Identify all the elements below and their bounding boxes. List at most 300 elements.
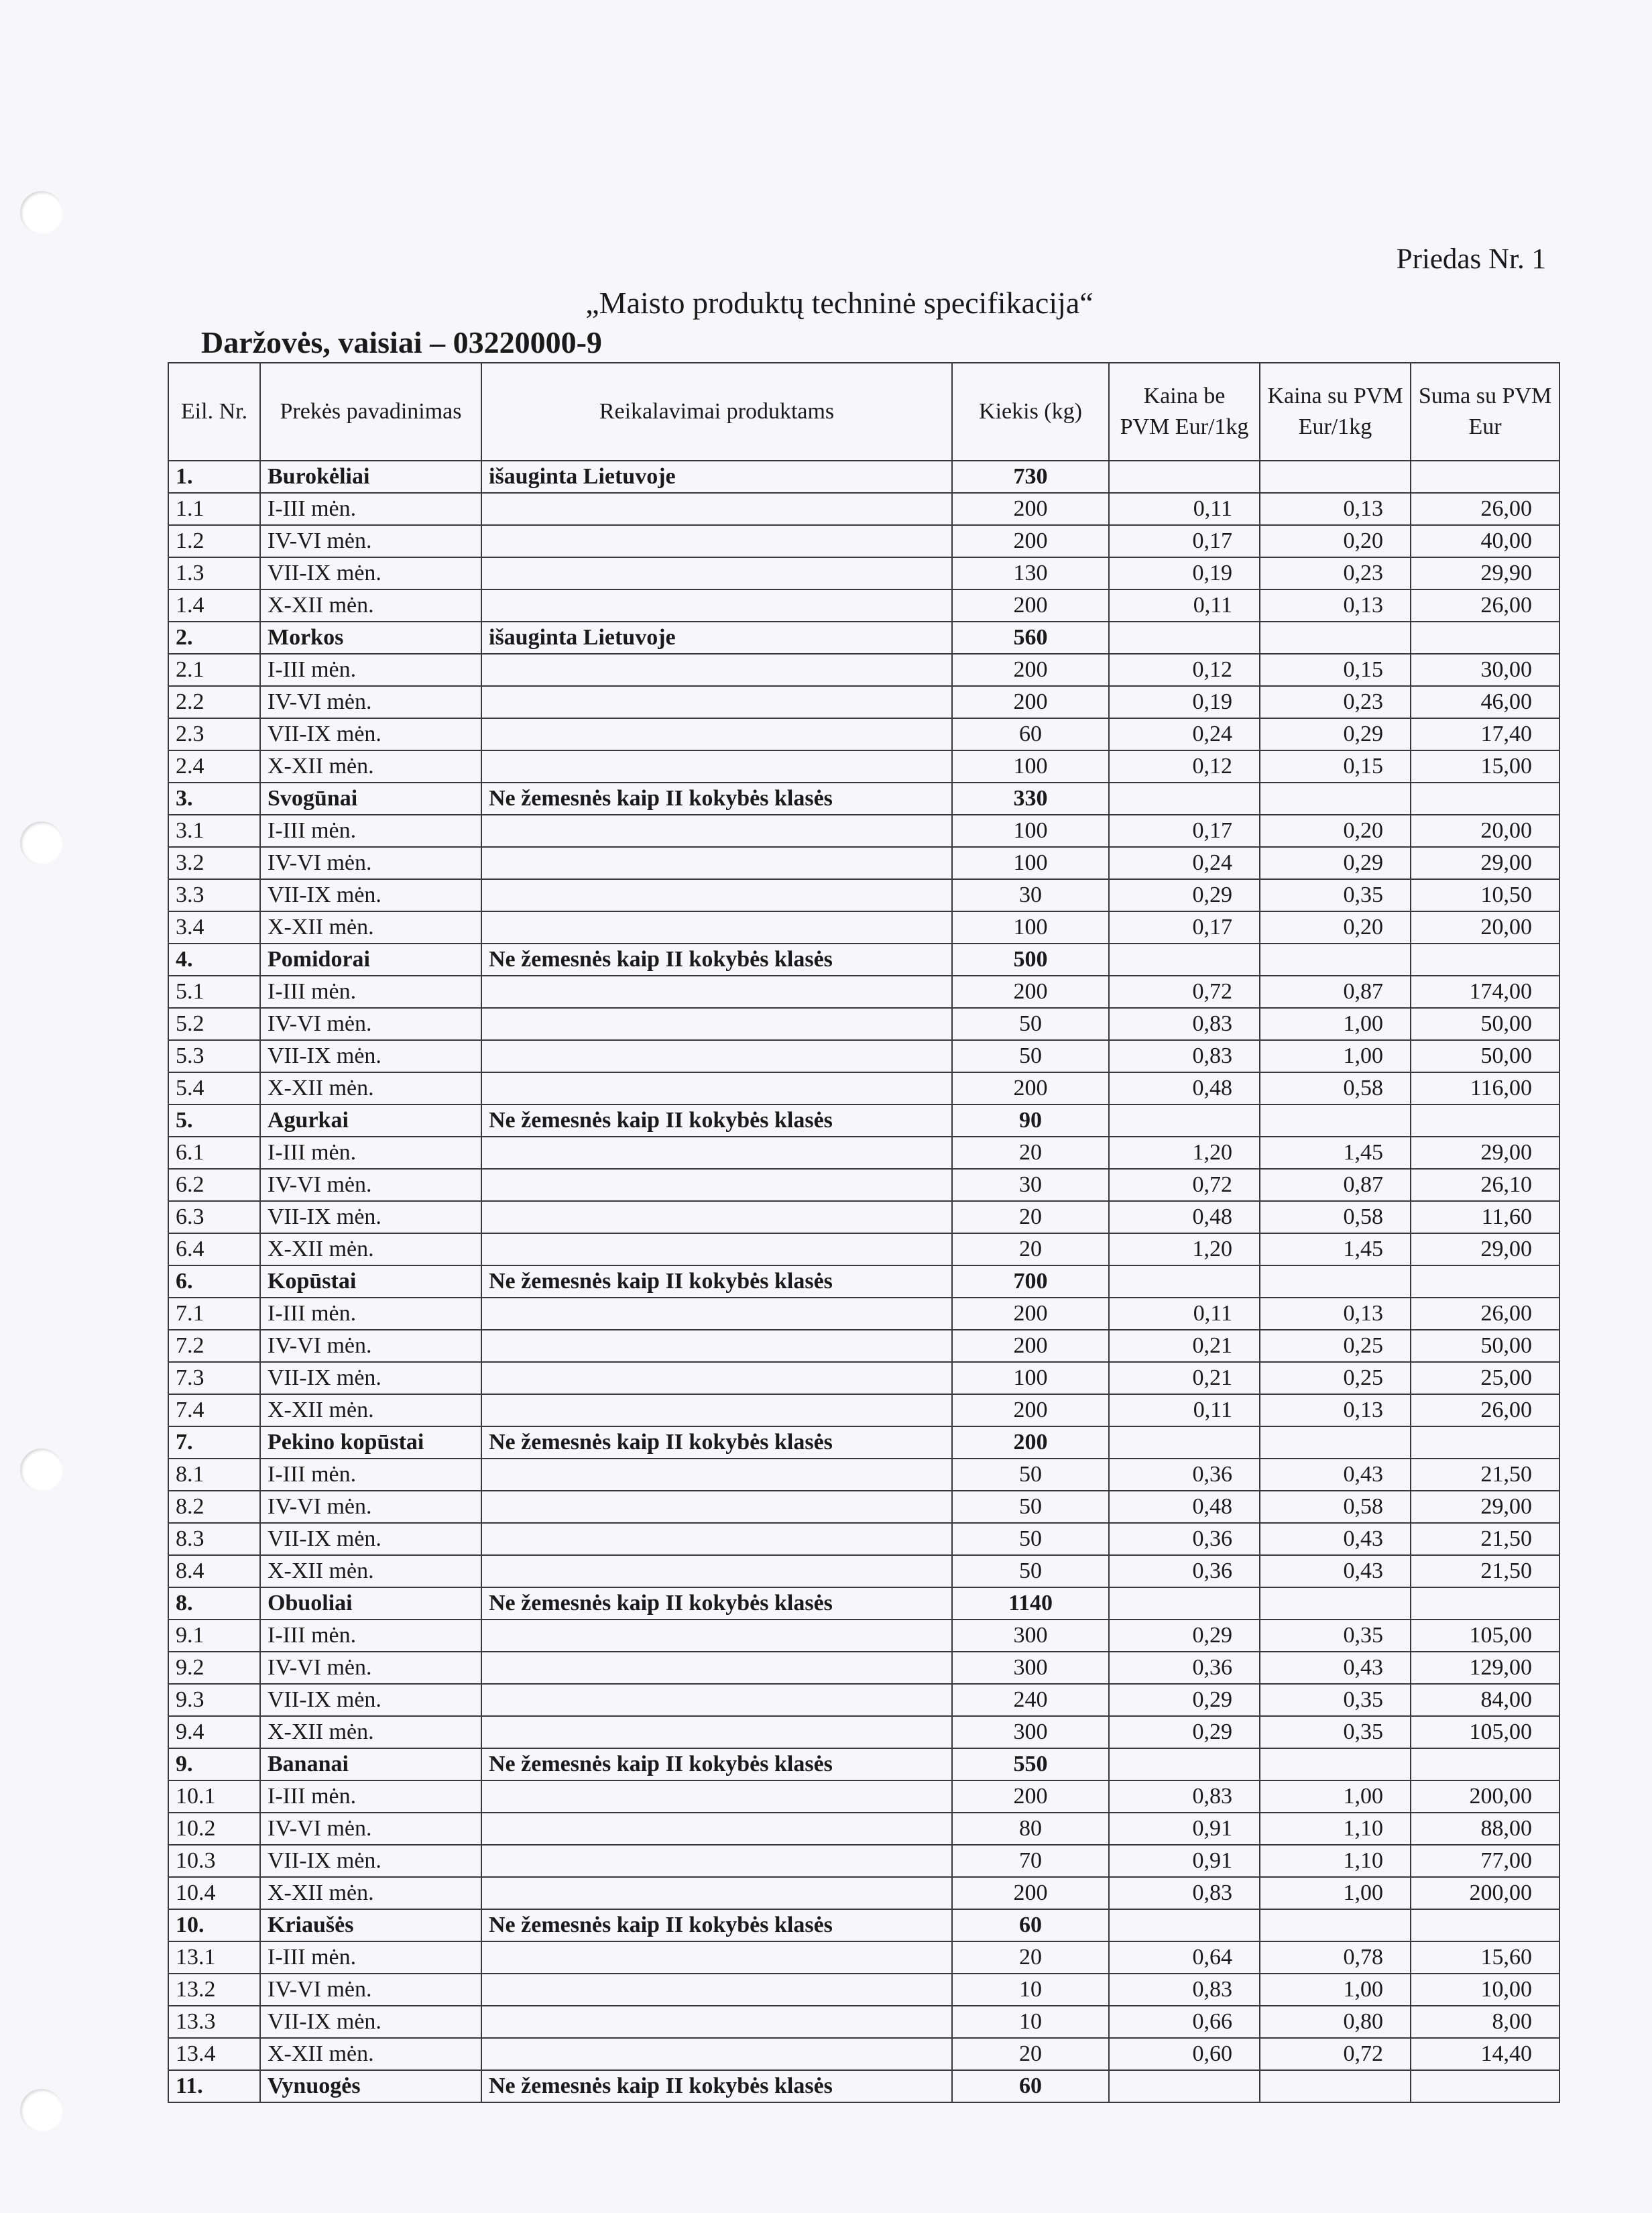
total-incl-vat [1411, 1587, 1559, 1620]
row-number: 8.3 [168, 1523, 260, 1555]
total-incl-vat: 88,00 [1411, 1813, 1559, 1845]
total-incl-vat: 14,40 [1411, 2038, 1559, 2070]
product-requirements [481, 1684, 952, 1716]
quantity-kg: 200 [952, 1426, 1109, 1459]
total-incl-vat [1411, 1426, 1559, 1459]
price-incl-vat: 0,29 [1260, 847, 1411, 879]
product-name: I-III mėn. [260, 654, 481, 686]
product-requirements [481, 1652, 952, 1684]
product-name: Obuoliai [260, 1587, 481, 1620]
column-header: Suma su PVM Eur [1411, 363, 1559, 461]
total-incl-vat: 200,00 [1411, 1877, 1559, 1909]
total-incl-vat [1411, 2070, 1559, 2102]
total-incl-vat: 10,00 [1411, 1974, 1559, 2006]
product-requirements [481, 1137, 952, 1169]
row-number: 7.2 [168, 1330, 260, 1362]
price-incl-vat: 0,35 [1260, 1716, 1411, 1748]
product-requirements: Ne žemesnės kaip II kokybės klasės [481, 1748, 952, 1780]
table-row [168, 1555, 1559, 1587]
price-incl-vat: 0,35 [1260, 1620, 1411, 1652]
price-excl-vat: 1,20 [1109, 1137, 1260, 1169]
total-incl-vat: 200,00 [1411, 1780, 1559, 1813]
total-incl-vat: 20,00 [1411, 815, 1559, 847]
price-incl-vat: 0,15 [1260, 654, 1411, 686]
price-incl-vat [1260, 783, 1411, 815]
row-number: 7.4 [168, 1394, 260, 1426]
product-requirements: Ne žemesnės kaip II kokybės klasės [481, 1587, 952, 1620]
product-name: VII-IX mėn. [260, 718, 481, 750]
table-row [168, 1169, 1559, 1201]
product-name: Pomidorai [260, 944, 481, 976]
product-requirements [481, 1716, 952, 1748]
quantity-kg: 20 [952, 1941, 1109, 1974]
table-header-row [168, 363, 1559, 461]
price-excl-vat: 0,91 [1109, 1845, 1260, 1877]
row-number: 13.4 [168, 2038, 260, 2070]
quantity-kg: 130 [952, 557, 1109, 589]
quantity-kg: 200 [952, 1394, 1109, 1426]
row-number: 6.2 [168, 1169, 260, 1201]
row-number: 1.3 [168, 557, 260, 589]
price-excl-vat: 0,64 [1109, 1941, 1260, 1974]
total-incl-vat: 174,00 [1411, 976, 1559, 1008]
price-incl-vat [1260, 1587, 1411, 1620]
price-excl-vat [1109, 944, 1260, 976]
product-name: I-III mėn. [260, 1298, 481, 1330]
row-number: 8. [168, 1587, 260, 1620]
column-header: Prekės pavadinimas [260, 363, 481, 461]
product-requirements [481, 1169, 952, 1201]
row-number: 8.1 [168, 1459, 260, 1491]
price-incl-vat: 1,10 [1260, 1813, 1411, 1845]
product-name: I-III mėn. [260, 1620, 481, 1652]
product-name: IV-VI mėn. [260, 1169, 481, 1201]
quantity-kg: 700 [952, 1265, 1109, 1298]
price-excl-vat: 0,21 [1109, 1362, 1260, 1394]
product-requirements [481, 1845, 952, 1877]
price-incl-vat: 0,13 [1260, 493, 1411, 525]
quantity-kg: 1140 [952, 1587, 1109, 1620]
product-name: IV-VI mėn. [260, 1974, 481, 2006]
quantity-kg: 50 [952, 1040, 1109, 1072]
quantity-kg: 60 [952, 1909, 1109, 1941]
product-requirements [481, 1491, 952, 1523]
product-requirements: Ne žemesnės kaip II kokybės klasės [481, 1104, 952, 1137]
quantity-kg: 200 [952, 1072, 1109, 1104]
row-number: 3.4 [168, 911, 260, 944]
table-row [168, 750, 1559, 783]
quantity-kg: 100 [952, 815, 1109, 847]
table-row [168, 1974, 1559, 2006]
product-requirements [481, 1362, 952, 1394]
product-requirements: Ne žemesnės kaip II kokybės klasės [481, 1426, 952, 1459]
table-row [168, 1877, 1559, 1909]
price-incl-vat: 0,80 [1260, 2006, 1411, 2038]
product-requirements [481, 1298, 952, 1330]
total-incl-vat: 50,00 [1411, 1040, 1559, 1072]
product-requirements [481, 1974, 952, 2006]
table-row [168, 815, 1559, 847]
price-excl-vat: 0,83 [1109, 1780, 1260, 1813]
price-incl-vat: 1,00 [1260, 1877, 1411, 1909]
price-incl-vat: 0,13 [1260, 1298, 1411, 1330]
total-incl-vat: 29,00 [1411, 847, 1559, 879]
price-incl-vat: 0,43 [1260, 1459, 1411, 1491]
total-incl-vat: 8,00 [1411, 2006, 1559, 2038]
table-row [168, 718, 1559, 750]
punch-hole-1 [20, 191, 63, 234]
row-number: 5.2 [168, 1008, 260, 1040]
quantity-kg: 50 [952, 1555, 1109, 1587]
table-row [168, 1652, 1559, 1684]
product-requirements [481, 1394, 952, 1426]
total-incl-vat: 105,00 [1411, 1716, 1559, 1748]
table-row [168, 911, 1559, 944]
quantity-kg: 300 [952, 1716, 1109, 1748]
product-requirements [481, 718, 952, 750]
product-name: VII-IX mėn. [260, 879, 481, 911]
price-excl-vat: 0,83 [1109, 1040, 1260, 1072]
product-name: VII-IX mėn. [260, 1362, 481, 1394]
total-incl-vat [1411, 1265, 1559, 1298]
product-name: IV-VI mėn. [260, 847, 481, 879]
price-incl-vat: 0,25 [1260, 1362, 1411, 1394]
row-number: 3.3 [168, 879, 260, 911]
row-number: 6.1 [168, 1137, 260, 1169]
price-incl-vat: 0,43 [1260, 1555, 1411, 1587]
product-name: I-III mėn. [260, 976, 481, 1008]
price-excl-vat: 0,83 [1109, 1877, 1260, 1909]
table-row-product-group [168, 2070, 1559, 2102]
row-number: 1.4 [168, 589, 260, 622]
product-requirements [481, 1233, 952, 1265]
total-incl-vat: 26,00 [1411, 589, 1559, 622]
product-name: I-III mėn. [260, 1780, 481, 1813]
row-number: 9.4 [168, 1716, 260, 1748]
price-excl-vat: 0,11 [1109, 1394, 1260, 1426]
price-excl-vat: 0,17 [1109, 911, 1260, 944]
product-requirements [481, 686, 952, 718]
price-excl-vat: 1,20 [1109, 1233, 1260, 1265]
product-name: I-III mėn. [260, 815, 481, 847]
total-incl-vat [1411, 461, 1559, 493]
quantity-kg: 200 [952, 525, 1109, 557]
price-incl-vat: 1,45 [1260, 1137, 1411, 1169]
quantity-kg: 20 [952, 1201, 1109, 1233]
quantity-kg: 30 [952, 1169, 1109, 1201]
product-name: X-XII mėn. [260, 589, 481, 622]
price-excl-vat: 0,36 [1109, 1523, 1260, 1555]
product-name: Kopūstai [260, 1265, 481, 1298]
price-excl-vat [1109, 783, 1260, 815]
price-incl-vat: 0,29 [1260, 718, 1411, 750]
price-incl-vat: 0,43 [1260, 1523, 1411, 1555]
quantity-kg: 20 [952, 1233, 1109, 1265]
quantity-kg: 200 [952, 1298, 1109, 1330]
product-name: Svogūnai [260, 783, 481, 815]
price-incl-vat: 1,45 [1260, 1233, 1411, 1265]
product-requirements: Ne žemesnės kaip II kokybės klasės [481, 1909, 952, 1941]
row-number: 6.3 [168, 1201, 260, 1233]
price-incl-vat [1260, 1104, 1411, 1137]
product-name: Pekino kopūstai [260, 1426, 481, 1459]
price-excl-vat [1109, 622, 1260, 654]
product-requirements [481, 1620, 952, 1652]
table-row [168, 2006, 1559, 2038]
quantity-kg: 300 [952, 1652, 1109, 1684]
row-number: 9.3 [168, 1684, 260, 1716]
table-row-product-group [168, 622, 1559, 654]
quantity-kg: 50 [952, 1459, 1109, 1491]
total-incl-vat: 29,00 [1411, 1137, 1559, 1169]
price-incl-vat [1260, 2070, 1411, 2102]
product-requirements: išauginta Lietuvoje [481, 622, 952, 654]
row-number: 2.3 [168, 718, 260, 750]
product-requirements [481, 1523, 952, 1555]
quantity-kg: 330 [952, 783, 1109, 815]
product-name: X-XII mėn. [260, 1716, 481, 1748]
price-incl-vat: 0,72 [1260, 2038, 1411, 2070]
total-incl-vat [1411, 944, 1559, 976]
row-number: 4. [168, 944, 260, 976]
quantity-kg: 50 [952, 1491, 1109, 1523]
total-incl-vat: 11,60 [1411, 1201, 1559, 1233]
row-number: 9.1 [168, 1620, 260, 1652]
table-row [168, 1684, 1559, 1716]
row-number: 7.3 [168, 1362, 260, 1394]
table-row-product-group [168, 944, 1559, 976]
price-incl-vat: 0,13 [1260, 589, 1411, 622]
product-name: X-XII mėn. [260, 1555, 481, 1587]
row-number: 13.1 [168, 1941, 260, 1974]
quantity-kg: 200 [952, 493, 1109, 525]
table-row [168, 525, 1559, 557]
quantity-kg: 20 [952, 1137, 1109, 1169]
total-incl-vat: 26,00 [1411, 1394, 1559, 1426]
table-row-product-group [168, 783, 1559, 815]
product-requirements [481, 2006, 952, 2038]
product-requirements [481, 1459, 952, 1491]
table-row [168, 1813, 1559, 1845]
price-incl-vat [1260, 1265, 1411, 1298]
price-incl-vat: 0,78 [1260, 1941, 1411, 1974]
column-header: Kiekis (kg) [952, 363, 1109, 461]
row-number: 1.1 [168, 493, 260, 525]
price-excl-vat: 0,36 [1109, 1652, 1260, 1684]
price-excl-vat: 0,12 [1109, 750, 1260, 783]
total-incl-vat: 30,00 [1411, 654, 1559, 686]
table-body [168, 461, 1559, 2102]
price-excl-vat: 0,66 [1109, 2006, 1260, 2038]
product-name: X-XII mėn. [260, 1877, 481, 1909]
price-incl-vat [1260, 1909, 1411, 1941]
punch-hole-4 [20, 2089, 63, 2132]
product-name: Agurkai [260, 1104, 481, 1137]
product-requirements [481, 879, 952, 911]
row-number: 10.1 [168, 1780, 260, 1813]
price-incl-vat [1260, 1426, 1411, 1459]
price-incl-vat [1260, 461, 1411, 493]
quantity-kg: 200 [952, 1877, 1109, 1909]
price-excl-vat: 0,11 [1109, 589, 1260, 622]
price-incl-vat: 0,25 [1260, 1330, 1411, 1362]
price-incl-vat: 0,35 [1260, 879, 1411, 911]
row-number: 5. [168, 1104, 260, 1137]
product-requirements [481, 1780, 952, 1813]
quantity-kg: 100 [952, 1362, 1109, 1394]
row-number: 3.2 [168, 847, 260, 879]
quantity-kg: 60 [952, 2070, 1109, 2102]
price-incl-vat: 0,20 [1260, 911, 1411, 944]
row-number: 8.4 [168, 1555, 260, 1587]
table-row [168, 1491, 1559, 1523]
product-name: VII-IX mėn. [260, 1201, 481, 1233]
row-number: 13.3 [168, 2006, 260, 2038]
punch-hole-2 [20, 821, 63, 864]
price-excl-vat: 0,24 [1109, 847, 1260, 879]
product-requirements [481, 525, 952, 557]
total-incl-vat [1411, 622, 1559, 654]
quantity-kg: 100 [952, 911, 1109, 944]
product-requirements [481, 1330, 952, 1362]
product-requirements [481, 1008, 952, 1040]
price-incl-vat: 0,87 [1260, 1169, 1411, 1201]
quantity-kg: 200 [952, 589, 1109, 622]
product-requirements: Ne žemesnės kaip II kokybės klasės [481, 783, 952, 815]
product-name: VII-IX mėn. [260, 1845, 481, 1877]
quantity-kg: 50 [952, 1008, 1109, 1040]
product-name: Morkos [260, 622, 481, 654]
product-name: VII-IX mėn. [260, 1523, 481, 1555]
row-number: 10.4 [168, 1877, 260, 1909]
price-excl-vat: 0,11 [1109, 493, 1260, 525]
row-number: 3. [168, 783, 260, 815]
total-incl-vat: 21,50 [1411, 1523, 1559, 1555]
table-row-product-group [168, 1587, 1559, 1620]
price-excl-vat: 0,72 [1109, 1169, 1260, 1201]
product-name: VII-IX mėn. [260, 2006, 481, 2038]
price-excl-vat: 0,19 [1109, 557, 1260, 589]
total-incl-vat: 50,00 [1411, 1008, 1559, 1040]
product-name: IV-VI mėn. [260, 1491, 481, 1523]
price-excl-vat: 0,91 [1109, 1813, 1260, 1845]
row-number: 2. [168, 622, 260, 654]
row-number: 2.2 [168, 686, 260, 718]
total-incl-vat: 29,90 [1411, 557, 1559, 589]
table-row [168, 1780, 1559, 1813]
product-name: IV-VI mėn. [260, 1008, 481, 1040]
product-name: Bananai [260, 1748, 481, 1780]
total-incl-vat: 50,00 [1411, 1330, 1559, 1362]
price-excl-vat [1109, 1426, 1260, 1459]
table-row [168, 557, 1559, 589]
table-row [168, 1040, 1559, 1072]
quantity-kg: 240 [952, 1684, 1109, 1716]
table-row [168, 493, 1559, 525]
total-incl-vat: 129,00 [1411, 1652, 1559, 1684]
price-incl-vat: 0,20 [1260, 815, 1411, 847]
specification-table [168, 362, 1560, 2103]
product-requirements [481, 589, 952, 622]
product-requirements [481, 815, 952, 847]
price-excl-vat: 0,12 [1109, 654, 1260, 686]
row-number: 3.1 [168, 815, 260, 847]
row-number: 7. [168, 1426, 260, 1459]
price-incl-vat: 0,43 [1260, 1652, 1411, 1684]
price-incl-vat: 1,00 [1260, 1008, 1411, 1040]
total-incl-vat: 77,00 [1411, 1845, 1559, 1877]
column-header: Kaina be PVM Eur/1kg [1109, 363, 1260, 461]
row-number: 9.2 [168, 1652, 260, 1684]
product-requirements [481, 654, 952, 686]
table-row [168, 1137, 1559, 1169]
total-incl-vat: 29,00 [1411, 1491, 1559, 1523]
total-incl-vat: 17,40 [1411, 718, 1559, 750]
total-incl-vat [1411, 1104, 1559, 1137]
total-incl-vat: 116,00 [1411, 1072, 1559, 1104]
quantity-kg: 100 [952, 750, 1109, 783]
price-excl-vat [1109, 2070, 1260, 2102]
quantity-kg: 200 [952, 686, 1109, 718]
row-number: 7.1 [168, 1298, 260, 1330]
product-name: X-XII mėn. [260, 2038, 481, 2070]
price-excl-vat: 0,21 [1109, 1330, 1260, 1362]
quantity-kg: 60 [952, 718, 1109, 750]
table-row [168, 847, 1559, 879]
price-excl-vat: 0,19 [1109, 686, 1260, 718]
quantity-kg: 500 [952, 944, 1109, 976]
product-name: VII-IX mėn. [260, 1040, 481, 1072]
table-row [168, 1620, 1559, 1652]
price-incl-vat: 1,00 [1260, 1040, 1411, 1072]
product-name: I-III mėn. [260, 1137, 481, 1169]
price-excl-vat: 0,48 [1109, 1491, 1260, 1523]
quantity-kg: 550 [952, 1748, 1109, 1780]
row-number: 5.4 [168, 1072, 260, 1104]
total-incl-vat [1411, 783, 1559, 815]
total-incl-vat [1411, 1748, 1559, 1780]
annex-label: Priedas Nr. 1 [1396, 243, 1546, 275]
product-requirements [481, 1813, 952, 1845]
total-incl-vat: 29,00 [1411, 1233, 1559, 1265]
product-requirements [481, 1555, 952, 1587]
table-row [168, 1233, 1559, 1265]
price-incl-vat: 1,10 [1260, 1845, 1411, 1877]
price-excl-vat [1109, 1587, 1260, 1620]
row-number: 10.3 [168, 1845, 260, 1877]
product-requirements [481, 493, 952, 525]
product-name: IV-VI mėn. [260, 525, 481, 557]
price-excl-vat: 0,48 [1109, 1072, 1260, 1104]
row-number: 9. [168, 1748, 260, 1780]
product-name: VII-IX mėn. [260, 1684, 481, 1716]
product-requirements [481, 1201, 952, 1233]
product-name: IV-VI mėn. [260, 686, 481, 718]
product-requirements: išauginta Lietuvoje [481, 461, 952, 493]
row-number: 10.2 [168, 1813, 260, 1845]
total-incl-vat [1411, 1909, 1559, 1941]
row-number: 6. [168, 1265, 260, 1298]
row-number: 5.1 [168, 976, 260, 1008]
product-name: Vynuogės [260, 2070, 481, 2102]
price-incl-vat: 0,58 [1260, 1491, 1411, 1523]
price-incl-vat: 0,87 [1260, 976, 1411, 1008]
price-excl-vat: 0,48 [1109, 1201, 1260, 1233]
quantity-kg: 10 [952, 1974, 1109, 2006]
product-name: X-XII mėn. [260, 750, 481, 783]
price-excl-vat: 0,60 [1109, 2038, 1260, 2070]
table-row-product-group [168, 461, 1559, 493]
